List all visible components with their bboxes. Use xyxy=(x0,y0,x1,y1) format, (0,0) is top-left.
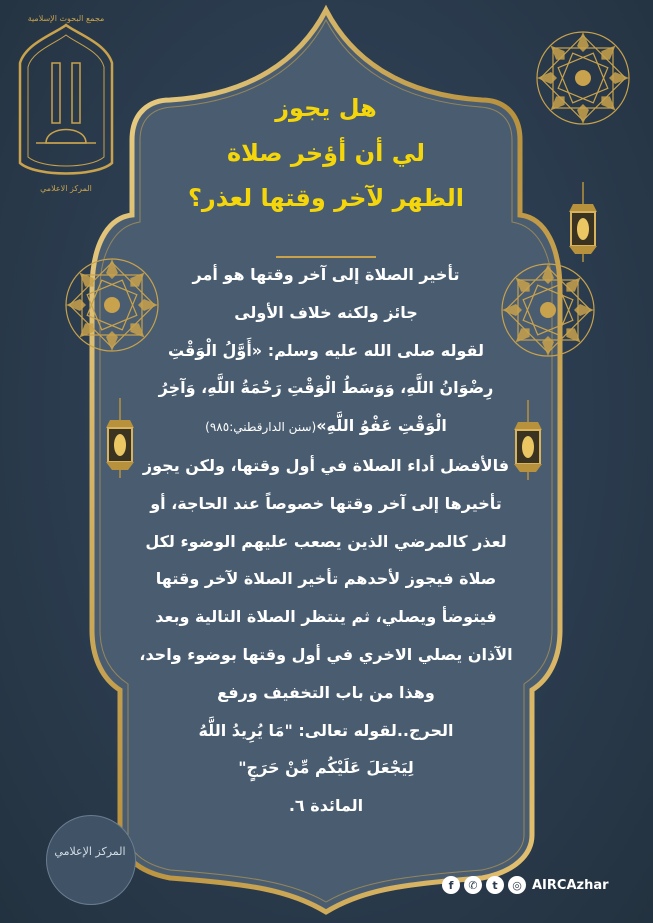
body-line: لقوله صلى الله عليه وسلم: «أَوَّلُ الْوَقْتِ xyxy=(167,340,485,360)
body-line: وهذا من باب التخفيف ورفع xyxy=(217,682,435,702)
twitter-icon[interactable]: t xyxy=(486,876,504,894)
facebook-icon[interactable]: f xyxy=(442,876,460,894)
body-line: فالأفضل أداء الصلاة في أول وقتها، ولكن يجوز xyxy=(142,455,510,475)
whatsapp-icon[interactable]: ✆ xyxy=(464,876,482,894)
body-line: رِضْوَانُ اللَّهِ، وَوَسَطُ الْوَقْتِ رَحْمَةُ اللَّهِ، وَآخِرُ xyxy=(158,378,494,398)
body-line: لِيَجْعَلَ عَلَيْكُم مِّنْ حَرَجٍ" xyxy=(238,758,414,778)
body-line: صلاة فيجوز لأحدهم تأخير الصلاة لآخر وقتها xyxy=(155,569,497,589)
social-handle[interactable]: AIRCAzhar xyxy=(532,877,609,893)
lantern-top-right xyxy=(569,182,597,262)
title-line: الظهر لآخر وقتها لعذر؟ xyxy=(188,184,464,212)
body-line-with-source xyxy=(100,407,552,447)
title-line: لي أن أؤخر صلاة xyxy=(226,139,426,167)
body-line: فيتوضأ ويصلي، ثم ينتظر الصلاة التالية وبعد xyxy=(155,607,497,627)
social-footer xyxy=(442,873,609,897)
body-text xyxy=(100,256,552,825)
badge-text: المركز الإعلامي xyxy=(54,845,126,858)
hadith-source: (سنن الدارقطني:٩٨٥) xyxy=(205,420,317,435)
body-line: الآذان يصلي الاخري في أول وقتها بوضوء واحد، xyxy=(139,644,513,664)
instagram-icon[interactable]: ◎ xyxy=(508,876,526,894)
body-line: تأخيرها إلى آخر وقتها خصوصاً عند الحاجة، أو xyxy=(150,493,502,513)
logo-sub-text: المركز الاعلامي xyxy=(40,184,92,193)
body-line: لعذر كالمرضي الذين يصعب عليهم الوضوء لكل xyxy=(145,531,507,551)
body-line: الحرج..لقوله تعالى: "مَا يُرِيدُ اللَّهُ xyxy=(198,720,454,740)
page-title xyxy=(96,86,556,221)
body-line: جائز ولكنه خلاف الأولى xyxy=(234,302,418,322)
body-line: تأخير الصلاة إلى آخر وقتها هو أمر xyxy=(192,265,460,284)
body-line: المائدة ٦. xyxy=(288,796,364,816)
body-line: الْوَقْتِ عَفْوُ اللَّهِ» xyxy=(316,416,447,436)
media-center-badge xyxy=(46,815,136,905)
content-area xyxy=(96,80,556,880)
logo-arc-text: مجمع البحوث الإسلامية xyxy=(27,14,105,23)
title-line: هل يجوز xyxy=(275,94,377,122)
